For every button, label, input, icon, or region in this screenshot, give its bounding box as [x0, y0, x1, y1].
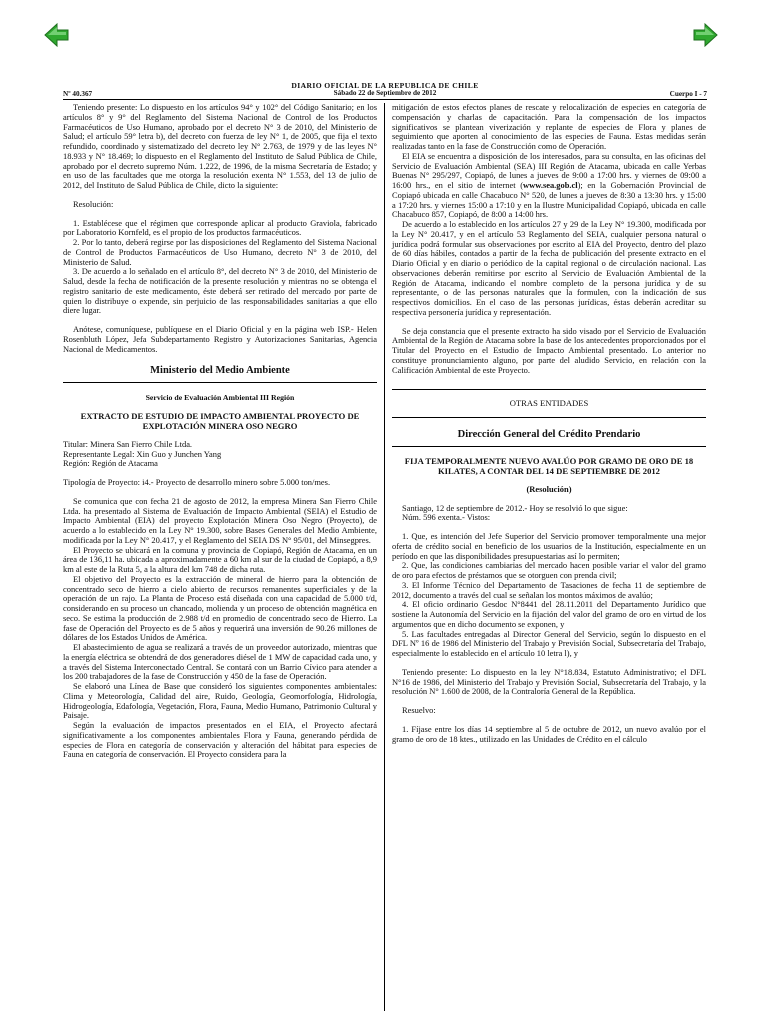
issue-date: Sábado 22 de Septiembre de 2012: [333, 89, 437, 97]
paragraph: 1. Fíjase entre los días 14 septiembre al 5 de octubre de 2012, un nuevo avalúo por el gramo de oro de 18 ktes., utilizado en las Unidades de Crédito en el cálculo: [392, 723, 706, 744]
resolvo-label: Resuelvo:: [402, 705, 436, 715]
service-heading: Servicio de Evaluación Ambiental III Región: [145, 393, 295, 402]
paragraph: Según la evaluación de impactos presentados en el EIA, el Proyecto afectará significativamente a los componentes ambientales Flora y Fauna, generando pérdida de especies de Flora en categoría de conservación y alteración del hábitat para especies de Fauna en categoría de conservación. El Proyecto considera para la: [63, 720, 377, 760]
paragraph: 3. El Informe Técnico del Departamento de Tasaciones de fecha 11 de septiembre de 2012, documento a través del cual se señalan los montos máximos de avalúo;: [392, 579, 706, 600]
section-rule: [392, 389, 706, 390]
resolution-title: FIJA TEMPORALMENTE NUEVO AVALÚO POR GRAMO DE ORO DE 18 KILATES, A CONTAR DEL 14 DE SEPTIEMBRE DE 2012: [404, 455, 694, 476]
newspaper-title: DIARIO OFICIAL DE LA REPUBLICA DE CHILE: [291, 81, 479, 90]
paragraph: 1. Que, es intención del Jefe Superior del Servicio promover temporalmente una mejor oferta de crédito social en beneficio de los usuarios de la Institución, especialmente en un período en que las disponibilidades presupuestarias así lo permiten;: [392, 531, 706, 561]
section-rule: [63, 382, 377, 383]
paragraph: mitigación de estos efectos planes de rescate y relocalización de especies en categoría de compensación y charlas de capacitación. Para la compensación de los impactos significativos se plantean viverización y replante de especies de Flora y planes de seguimiento que aporten al conocimiento de las especies de Fauna. Estas medidas serán realizadas tanto en la fase de Construcción como de Operación.: [392, 102, 706, 151]
paragraph: El EIA se encuentra a disposición de los interesados, para su consulta, en las oficinas del Servicio de Evaluación Ambiental (SEA) III Región de Atacama, ubicada en calle Yerbas Buenas N° 295/297, Copiapó, de lunes a jueves de 9:00 a 17:00 hrs. y viernes de 09:00 a 16:00 hrs., en el sitio de internet (www.sea.gob.cl); en la Gobernación Provincial de Copiapó ubicada en calle Chacabuco N° 520, de lunes a jueves de 8:30 a 13:30 hrs. y 15:00 a 17:20 hrs. y viernes 15:00 a 17:10 y en la Ilustre Municipalidad Copiapó, ubicada en calle Chacabuco 857, Copiapó, de 8:00 a 14:00 hrs.: [392, 150, 706, 220]
extract-title: EXTRACTO DE ESTUDIO DE IMPACTO AMBIENTAL PROYECTO DE EXPLOTACIÓN MINERA OSO NEGRO: [80, 410, 360, 431]
resolution-label: Resolución:: [73, 198, 114, 209]
header-rule: [63, 99, 707, 100]
masthead: [63, 81, 707, 98]
representative-line: Representante Legal: Xin Guo y Junchen Yang: [63, 448, 222, 459]
institution-heading: Dirección General del Crédito Prendario: [457, 429, 641, 440]
region-line: Región: Región de Atacama: [63, 458, 158, 469]
paragraph: 1. Establécese que el régimen que corresponde aplicar al producto Graviola, fabricado por Laboratorio Kornfeld, es el propio de los productos farmacéuticos.: [63, 217, 377, 238]
typology-line: Tipología de Proyecto: i4.- Proyecto de desarrollo minero sobre 5.000 ton/mes.: [63, 477, 331, 487]
section-label: Cuerpo I - 7: [669, 90, 707, 98]
paragraph: Anótese, comuníquese, publíquese en el Diario Oficial y en la página web ISP.- Helen Rosenbluth López, Jefa Subdepartamento Registro y Autorizaciones Sanitarias, Agencia Nacional de Medicamentos.: [63, 324, 377, 354]
paragraph: 2. Que, las condiciones cambiarias del mercado hacen posible variar el valor del gramo de oro para efectos de préstamos que se otorguen con prenda civil;: [392, 560, 706, 580]
titular-line: Titular: Minera San Fierro Chile Ltda.: [63, 438, 193, 449]
paragraph: Se comunica que con fecha 21 de agosto de 2012, la empresa Minera San Fierro Chile Ltda. ha presentado al Sistema de Evaluación de Impacto Ambiental (SEIA) el Estudio de Impacto Ambiental (EIA) del proyecto Explotación Minera Oso Negro (Proyecto), de acuerdo a lo establecido en la Ley N° 19.300, sobre Bases Generales del Medio Ambiente, modificada por la Ley N° 20.417, y el Reglamento del SEIA DS N° 95/01, del Minsegpres.: [63, 495, 377, 545]
paragraph: Teniendo presente: Lo dispuesto en los artículos 94° y 102° del Código Sanitario; en los artículos 8° y 9° del Reglamento del Sistema Nacional de Control de los Productos Farmacéuticos de Uso Humano, aprobado por el decreto N° 3 de 2010, del Ministerio de Salud; el artículo 59° letra b), del decreto con fuerza de ley N° 1, de 2005, que fija el texto refundido, coordinado y sistematizado del decreto ley N° 2.763, de 1979 y de las leyes N° 18.933 y N° 18.469; lo dispuesto en el Reglamento del Instituto de Salud Pública de Chile, aprobado por el decreto supremo Núm. 1.222, de 1996, de la misma Secretaría de Estado; y en uso de las facultades que me otorga la resolución exenta N° 1.553, del 13 de julio de 2012, del Instituto de Salud Pública de Chile, dicto la siguiente:: [63, 102, 377, 190]
paragraph: 4. El oficio ordinario Gesdoc N°8441 del 28.11.2011 del Departamento Jurídico que sostiene la Autonomía del Servicio en la fijación del valor del gramo de oro en virtud de los argumentos que en dicho documento se exponen, y: [392, 599, 706, 629]
paragraph: El objetivo del Proyecto es la extracción de mineral de hierro para la obtención de concentrado seco de hierro a cielo abierto de recursos remanentes superficiales y de la operación de un rajo. La Planta de Proceso está diseñada con una capacidad de 5.000 t/d, considerando en su proceso un chancado, molienda y un proceso de obtención magnética en seco. Se estima la producción de 2.988 t/d en promedio de concentrado seco de Hierro. La fase de Operación del Proyecto es de 5 años y requerirá una inversión de 90.26 millones de dólares de los Estados Unidos de América.: [63, 573, 377, 643]
other-entities-heading: OTRAS ENTIDADES: [509, 398, 589, 409]
paragraph: 2. Por lo tanto, deberá regirse por las disposiciones del Reglamento del Sistema Nacional de Control de Productos Farmacéuticos de Uso Humano, decreto N° 3 de 2010, del Ministerio de Salud.: [63, 237, 377, 267]
paragraph: Teniendo presente: Lo dispuesto en la ley N°18.834, Estatuto Administrativo; el DFL N°16 de 1986, del Ministerio del Trabajo y Previsión Social, Subsecretaría del Trabajo, y la resolución N° 1.600 de 2008, de la Contraloría General de la República.: [392, 666, 706, 697]
paragraph: 3. De acuerdo a lo señalado en el artículo 8°, del decreto N° 3 de 2010, del Ministerio de Salud, desde la fecha de notificación de la presente resolución y mientras no se obtenga el registro sanitario de este medicamento, éste deberá ser retirado del mercado por parte de quien lo distribuye o expende, sin perjuicio de las responsabilidades sanitarias a que ello diere lugar.: [63, 266, 377, 316]
right-column: [392, 103, 706, 744]
paragraph: El Proyecto se ubicará en la comuna y provincia de Copiapó, Región de Atacama, en un área de 136,11 ha. ubicada a aproximadamente a 60 km al sur de la ciudad de Copiapó, a 8,9 km al este de la Ruta 5, a la altura del km 748 de dicha ruta.: [63, 544, 377, 574]
paragraph: Santiago, 12 de septiembre de 2012.- Hoy se resolvió lo que sigue:: [402, 502, 628, 513]
left-column: [63, 103, 377, 760]
paragraph: Se deja constancia que el presente extracto ha sido visado por el Servicio de Evaluación Ambiental de la Región de Atacama sobre la base de los antecedentes proporcionados por el Titular del Proyecto en el Estudio de Impacto Ambiental presentado. Lo anterior no constituye pronunciamiento alguno, por parte del aludido Servicio, en relación con la Calificación Ambiental de este Proyecto.: [392, 325, 706, 375]
issue-number: Nº 40.367: [63, 90, 93, 98]
green-right-arrow-icon[interactable]: [692, 22, 718, 48]
resolution-subtitle: (Resolución): [526, 483, 572, 494]
paragraph: Núm. 596 exenta.- Vistos:: [402, 512, 491, 523]
green-left-arrow-icon[interactable]: [44, 22, 70, 48]
column-divider: [384, 103, 385, 1011]
paragraph: El abastecimiento de agua se realizará a través de un proveedor autorizado, mientras que la energía eléctrica se obtendrá de dos generadores diésel de 1 MW de capacidad cada uno, y a través del Sistema Interconectado Central. Se contará con un Barrio Cívico para atender a los 200 trabajadores de la fase de Construcción y 450 de la fase de Operación.: [63, 642, 377, 682]
section-rule: [392, 417, 706, 418]
website-link[interactable]: www.sea.gob.cl: [523, 180, 578, 190]
ministry-heading: Ministerio del Medio Ambiente: [150, 365, 290, 377]
paragraph: 5. Las facultades entregadas al Director General del Servicio, según lo dispuesto en el DFL Nº 16 de 1986 del Ministerio del Trabajo y Previsión Social, Subsecretaría del Trabajo, especialmente lo establecido en el artículo 10 letra l), y: [392, 628, 706, 658]
paragraph: De acuerdo a lo establecido en los artículos 27 y 29 de la Ley N° 19.300, modificada por la Ley N° 20.417, y en el artículo 53 Reglamento del SEIA, cualquier persona natural o jurídica podrá formular sus observaciones por escrito al EIA del Proyecto, dentro del plazo de 60 días hábiles, contados a partir de la fecha de publicación del presente extracto en el Diario Oficial y en diario o periódico de la capital regional o de circulación nacional. Las observaciones deberán remitirse por escrito al Servicio de Evaluación Ambiental de la Región de Atacama, indicando el nombre completo de la persona jurídica y de su representante, o de las personas naturales que la formulen, con la indicación de sus respectivos domicilios. En el caso de las personas jurídicas, éstas deberán acreditar su respectiva personería jurídica y representación.: [392, 219, 706, 317]
paragraph: Se elaboró una Línea de Base que consideró los siguientes componentes ambientales: Clima y Meteorología, Calidad del aire, Ruido, Geología, Geomorfología, Hidrología, Hidrogeología, Edafología, Vegetación, Flora, Fauna, Medio Humano, Patrimonio Cultural y Paisaje.: [63, 681, 377, 721]
